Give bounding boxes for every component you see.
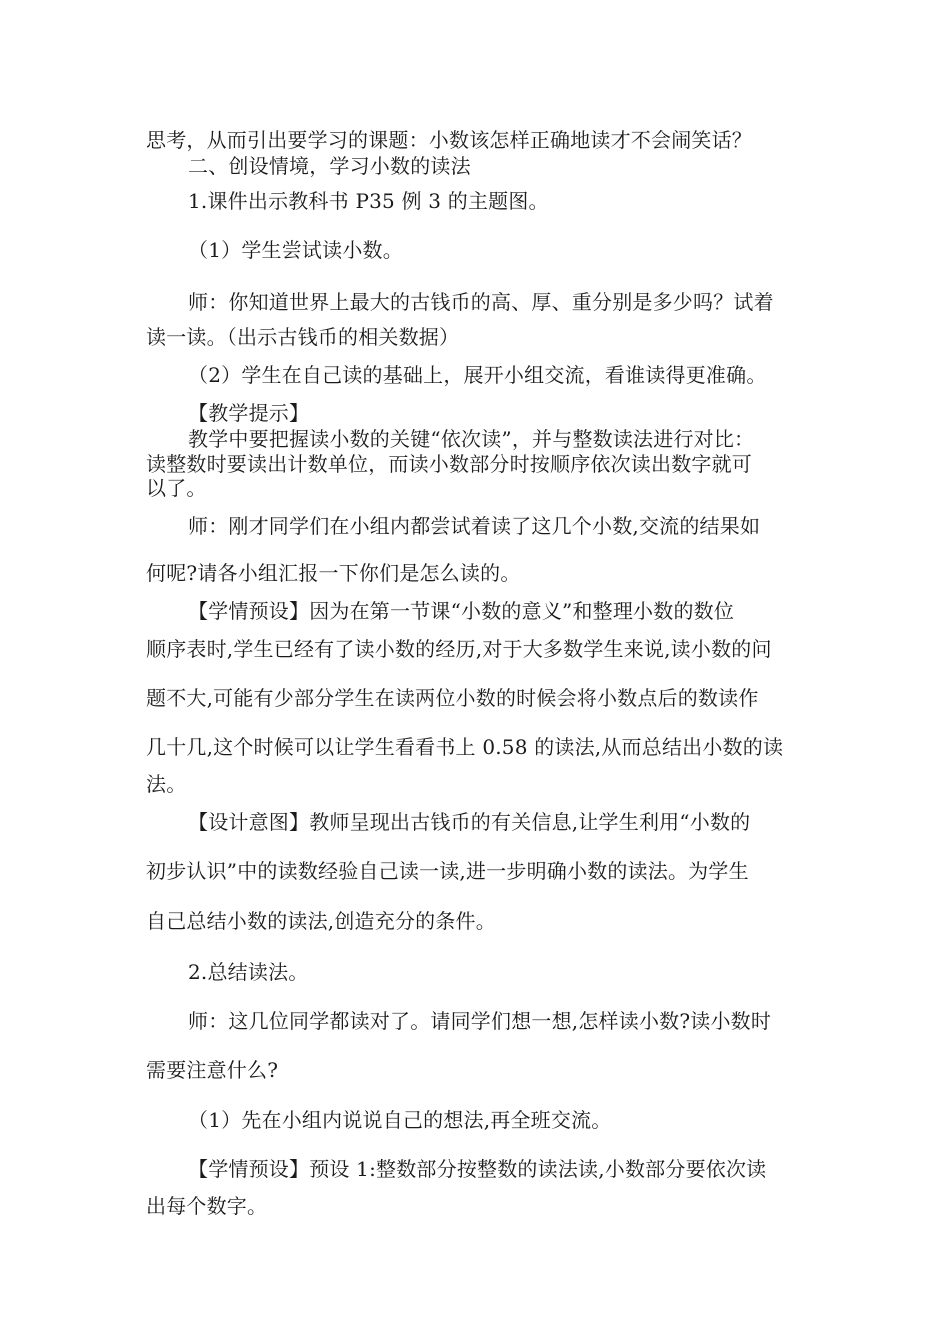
text-line: 顺序表时,学生已经有了读小数的经历,对于大多数学生来说,读小数的问 [146,637,772,661]
section-heading: 二、创设情境，学习小数的读法 [188,154,471,178]
text-line: 【学情预设】预设 1:整数部分按整数的读法读,小数部分要依次读 [188,1157,767,1181]
text-line: 教学中要把握读小数的关键“依次读”，并与整数读法进行对比： [188,427,755,451]
text-line: 出每个数字。 [146,1194,268,1218]
text-line: （1）先在小组内说说自己的想法,再全班交流。 [188,1108,612,1132]
text-line: 法。 [146,772,187,796]
text-line: 何呢?请各小组汇报一下你们是怎么读的。 [146,561,521,585]
text-line: （2）学生在自己读的基础上，展开小组交流，看谁读得更准确。 [188,363,767,387]
text-line: 【学情预设】因为在第一节课“小数的意义”和整理小数的数位 [188,599,735,623]
text-line: 读一读。（出示古钱币的相关数据） [146,325,460,349]
text-line: 初步认识”中的读数经验自己读一读,进一步明确小数的读法。为学生 [146,859,749,883]
text-line: （1）学生尝试读小数。 [188,238,403,262]
text-line: 1.课件出示教科书 P35 例 3 的主题图。 [188,189,549,213]
text-line: 题不大,可能有少部分学生在读两位小数的时候会将小数点后的数读作 [146,686,759,710]
text-line: 几十几,这个时候可以让学生看看书上 0.58 的读法,从而总结出小数的读 [146,735,784,759]
text-line: 师：刚才同学们在小组内都尝试着读了这几个小数,交流的结果如 [188,514,761,538]
text-line: 思考，从而引出要学习的课题：小数该怎样正确地读才不会闹笑话？ [146,128,752,152]
text-line: 以了。 [146,476,207,500]
text-line: 师：你知道世界上最大的古钱币的高、厚、重分别是多少吗？试着 [188,290,774,314]
tip-heading: 【教学提示】 [188,401,310,425]
text-line: 【设计意图】教师呈现出古钱币的有关信息,让学生利用“小数的 [188,810,751,834]
text-line: 读整数时要读出计数单位，而读小数部分时按顺序依次读出数字就可 [146,452,752,476]
text-line: 自己总结小数的读法,创造充分的条件。 [146,909,496,933]
text-line: 2.总结读法。 [188,960,309,984]
text-line: 师：这几位同学都读对了。请同学们想一想,怎样读小数?读小数时 [188,1009,772,1033]
text-line: 需要注意什么? [146,1058,279,1082]
